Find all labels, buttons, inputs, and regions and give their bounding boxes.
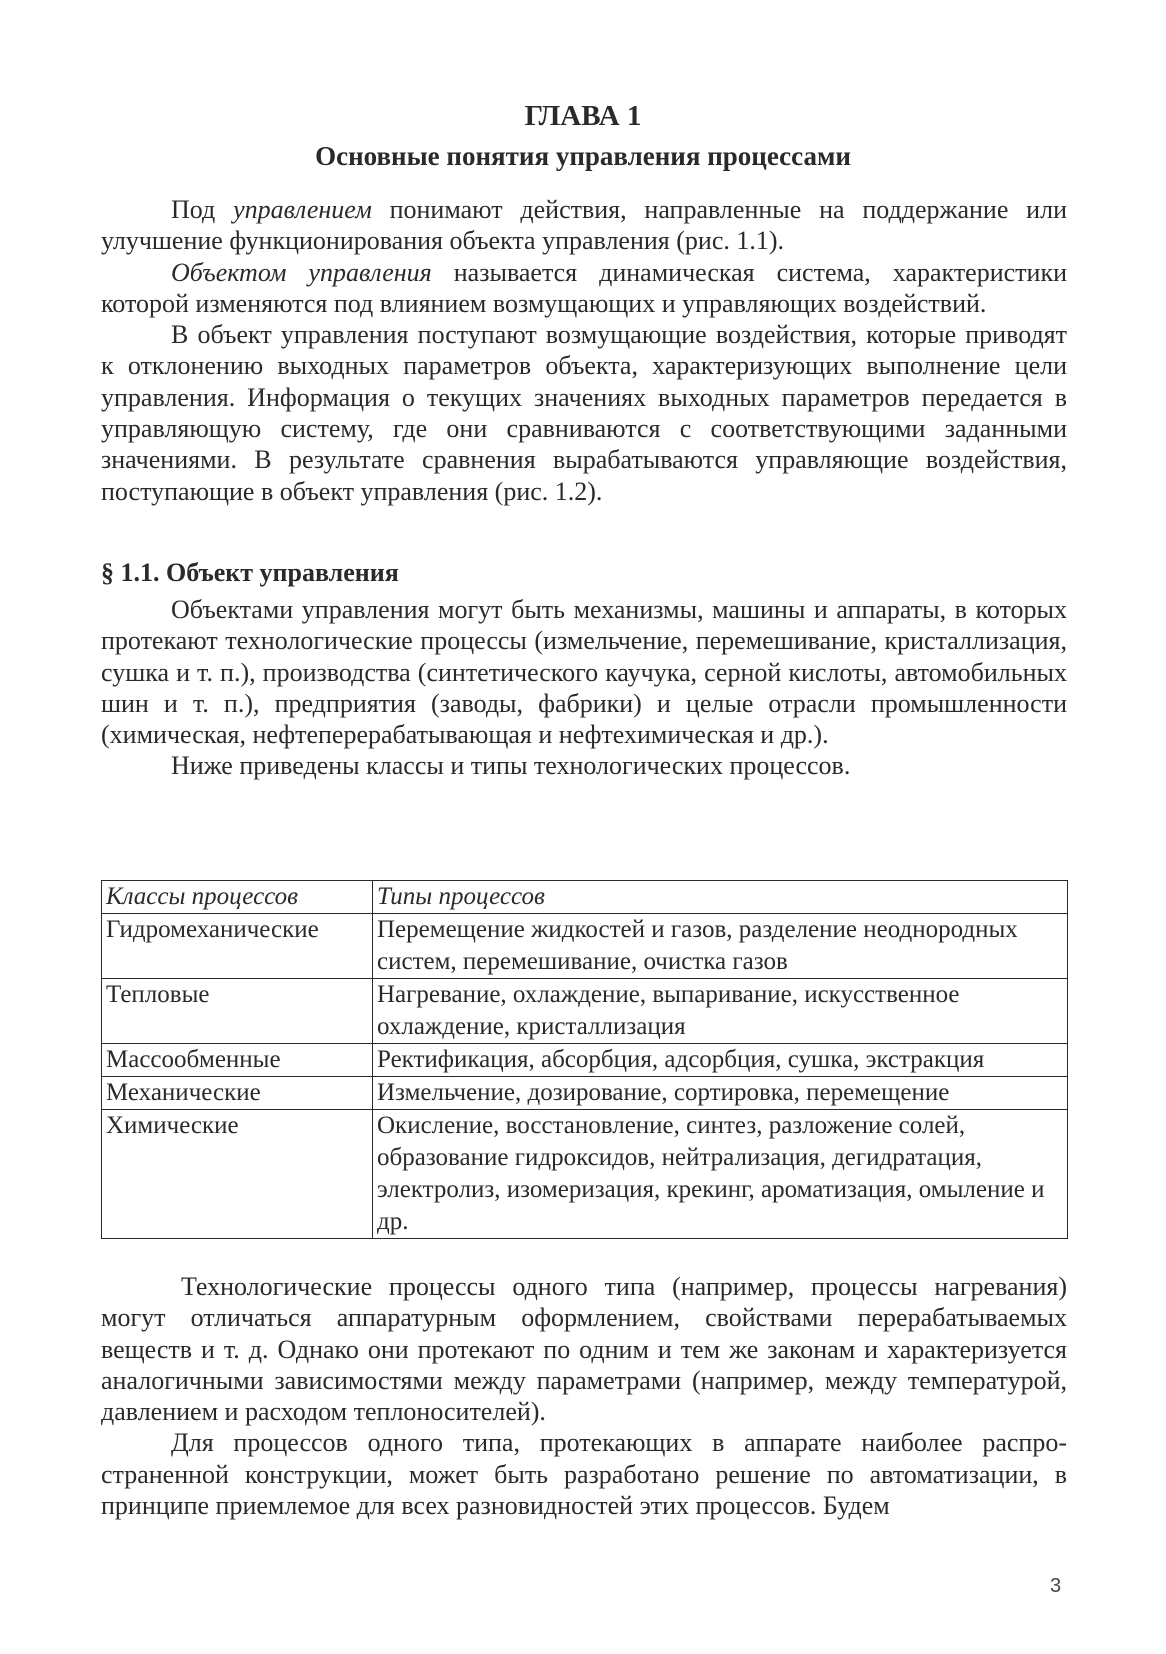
chapter-title: ГЛАВА 1 [524,100,642,132]
section-paragraph-2: Ниже приведены классы и типы технологических процессов. [171,751,851,781]
intro-paragraph-1 [101,194,1067,257]
chapter-subtitle: Основные понятия управления процессами [315,141,851,171]
section-paragraph-1: Объектами управления могут быть механизмы, машины и аппараты, в которых протекают технологические процессы (измельчение, перемешивание, кристаллизация, сушка и т. п.), производства (синтетического каучука, серной кислоты, автомобильных шин и т. п.), предприятия (заводы, фабрики) и целые отрасли промышленности (химическая, нефтеперерабатывающая и нефтехимическая и др.). [101,595,1067,750]
intro-paragraph-3: В объект управления поступают возмущающие воздействия, которые приводят к отклонению выходных параметров объекта, характеризующих выполнение цели управления. Информация о текущих значениях выходных параметров передается в управляющую систему, где они сравниваются с соответствующими заданными значениями. В результате сравнения вырабатываются управляющие воздействия, поступающие в объект управления (рис. 1.2). [101,320,1067,506]
table-header-types: Типы процессов [373,881,1068,914]
after-table-text [101,1271,1067,1521]
intro-p1-rest: понимают действия, направленные на поддержание или улучшение функционирования объекта управления (рис. 1.1). [101,195,1067,256]
table-row [102,914,1068,979]
table-cell-types: Измельчение, дозирование, сортировка, перемещение [373,1077,1068,1110]
intro-p1-start: Под [171,195,234,224]
table-row [102,979,1068,1044]
term-obekt-upravleniya: Объектом управления [171,257,432,287]
table-cell-types: Ректификация, абсорбция, адсорбция, сушка, экстракция [373,1044,1068,1077]
table-cell-class: Тепловые [102,979,373,1044]
table-cell-class: Химические [102,1110,373,1239]
after-table-paragraph-2: Для процессов одного типа, протекающих в аппарате наиболее распространенной конструкции, может быть разработано решение по автоматизации, в принципе приемлемое для всех разновидностей этих процессов. Будем [101,1428,1067,1521]
term-upravlenie: управлением [233,195,372,224]
table-cell-types: Окисление, восстановление, синтез, разложение солей, образование гидроксидов, нейтрализация, дегидратация, электролиз, изомеризация, крекинг, ароматизация, омыление и др. [373,1110,1068,1239]
table-cell-class: Механические [102,1077,373,1110]
table-cell-class: Массообменные [102,1044,373,1077]
table-header-row [102,881,1068,914]
table-header-classes: Классы процессов [102,881,373,914]
section-heading: § 1.1. Объект управления [101,558,399,587]
table-row [102,1110,1068,1239]
section-text [101,594,1067,782]
table-cell-types: Перемещение жидкостей и газов, разделение неоднородных систем, перемешивание, очистка газов [373,914,1068,979]
after-table-paragraph-1: Технологические процессы одного типа (например, процессы нагревания) могут отличаться аппаратурным оформлением, свойствами перерабатываемых веществ и т. д. Однако они протекают по одним и тем же законам и характеризуется аналогичными зависимостями между параметрами (например, между температурой, давлением и расходом теплоносителей). [101,1272,1067,1427]
table-row [102,1044,1068,1077]
process-classes-table [101,880,1068,1239]
intro-p2-rest: называется динамическая система, характеристики которой изменяются под влиянием возмущающих и управляющих воздействий. [101,257,1067,318]
table-row [102,1077,1068,1110]
table-cell-types: Нагревание, охлаждение, выпаривание, искусственное охлаждение, кристаллизация [373,979,1068,1044]
intro-paragraph-2 [101,257,1067,320]
page-number: 3 [1050,1575,1062,1597]
table-cell-class: Гидромеханические [102,914,373,979]
intro-text [101,194,1067,507]
